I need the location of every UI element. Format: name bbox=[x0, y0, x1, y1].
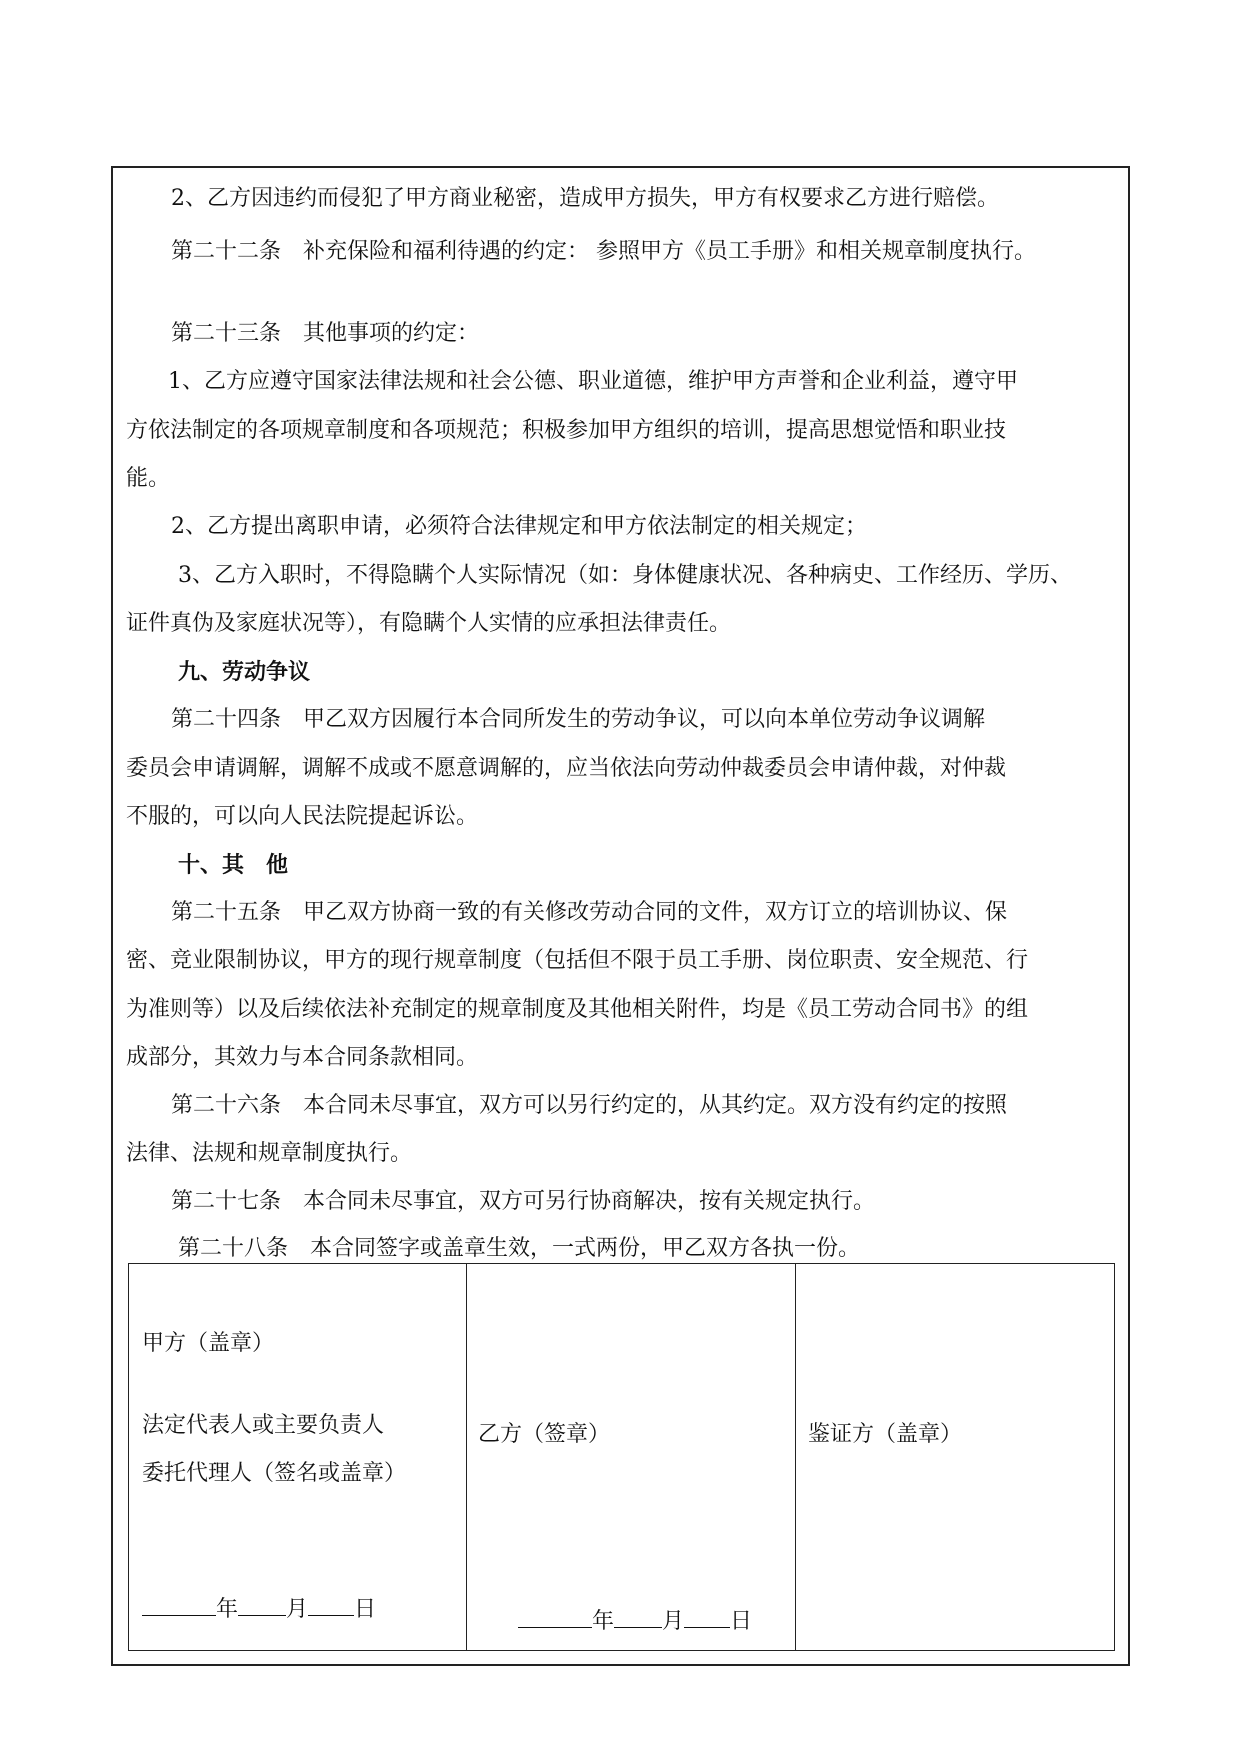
month-label: 月 bbox=[286, 1597, 309, 1622]
month-blank[interactable] bbox=[614, 1605, 662, 1628]
party-a-seal-label: 甲方（盖章） bbox=[142, 1331, 275, 1356]
day-blank[interactable] bbox=[308, 1593, 354, 1616]
year-label: 年 bbox=[216, 1597, 239, 1622]
year-blank[interactable] bbox=[518, 1605, 592, 1628]
section-heading-labor-dispute: 九、劳动争议 bbox=[178, 659, 311, 685]
party-a-date bbox=[142, 1593, 376, 1625]
paragraph-line: 2、乙方提出离职申请，必须符合法律规定和甲方依法制定的相关规定； bbox=[171, 514, 867, 539]
paragraph-line: 1、乙方应遵守国家法律法规和社会公德、职业道德，维护甲方声誉和企业利益，遵守甲 bbox=[168, 369, 1018, 394]
article-24: 第二十四条 甲乙双方因履行本合同所发生的劳动争议，可以向本单位劳动争议调解 bbox=[171, 707, 986, 732]
article-25: 第二十五条 甲乙双方协商一致的有关修改劳动合同的文件，双方订立的培训协议、保 bbox=[171, 900, 1008, 925]
verifier-seal-label: 鉴证方（盖章） bbox=[808, 1422, 963, 1447]
paragraph-line: 法律、法规和规章制度执行。 bbox=[126, 1141, 413, 1166]
article-27: 第二十七条 本合同未尽事宜，双方可另行协商解决，按有关规定执行。 bbox=[171, 1189, 876, 1214]
day-label: 日 bbox=[354, 1597, 377, 1622]
paragraph-line: 为准则等）以及后续依法补充制定的规章制度及其他相关附件，均是《员工劳动合同书》的组 bbox=[126, 997, 1029, 1022]
section-heading-other: 十、其 他 bbox=[178, 852, 289, 878]
paragraph-line: 密、竞业限制协议，甲方的现行规章制度（包括但不限于员工手册、岗位职责、安全规范、行 bbox=[126, 948, 1029, 973]
party-a-agent-label: 委托代理人（签名或盖章） bbox=[142, 1461, 407, 1486]
paragraph-line: 能。 bbox=[126, 466, 171, 491]
party-b-sign-label: 乙方（签章） bbox=[478, 1422, 611, 1447]
paragraph-line: 2、乙方因违约而侵犯了甲方商业秘密，造成甲方损失，甲方有权要求乙方进行赔偿。 bbox=[171, 186, 999, 211]
article-26: 第二十六条 本合同未尽事宜，双方可以另行约定的，从其约定。双方没有约定的按照 bbox=[171, 1093, 1008, 1118]
paragraph-line: 证件真伪及家庭状况等），有隐瞒个人实情的应承担法律责任。 bbox=[126, 611, 732, 636]
column-divider bbox=[466, 1264, 467, 1650]
article-28: 第二十八条 本合同签字或盖章生效，一式两份，甲乙双方各执一份。 bbox=[178, 1236, 861, 1261]
article-23: 第二十三条 其他事项的约定： bbox=[171, 321, 480, 346]
year-blank[interactable] bbox=[142, 1593, 216, 1616]
paragraph-line: 方依法制定的各项规章制度和各项规范；积极参加甲方组织的培训，提高思想觉悟和职业技 bbox=[126, 418, 1007, 443]
article-22: 第二十二条 补充保险和福利待遇的约定： 参照甲方《员工手册》和相关规章制度执行。 bbox=[171, 239, 1036, 264]
column-divider bbox=[795, 1264, 796, 1650]
paragraph-line: 不服的，可以向人民法院提起诉讼。 bbox=[126, 804, 479, 829]
party-b-date bbox=[518, 1605, 752, 1637]
day-label: 日 bbox=[730, 1609, 753, 1634]
year-label: 年 bbox=[592, 1609, 615, 1634]
paragraph-line: 3、乙方入职时，不得隐瞒个人实际情况（如：身体健康状况、各种病史、工作经历、学历、 bbox=[178, 563, 1073, 588]
paragraph-line: 成部分，其效力与本合同条款相同。 bbox=[126, 1045, 479, 1070]
day-blank[interactable] bbox=[684, 1605, 730, 1628]
month-blank[interactable] bbox=[238, 1593, 286, 1616]
party-a-rep-label: 法定代表人或主要负责人 bbox=[142, 1413, 385, 1438]
signature-table bbox=[128, 1263, 1115, 1651]
paragraph-line: 委员会申请调解，调解不成或不愿意调解的，应当依法向劳动仲裁委员会申请仲裁，对仲裁 bbox=[126, 756, 1007, 781]
month-label: 月 bbox=[662, 1609, 685, 1634]
